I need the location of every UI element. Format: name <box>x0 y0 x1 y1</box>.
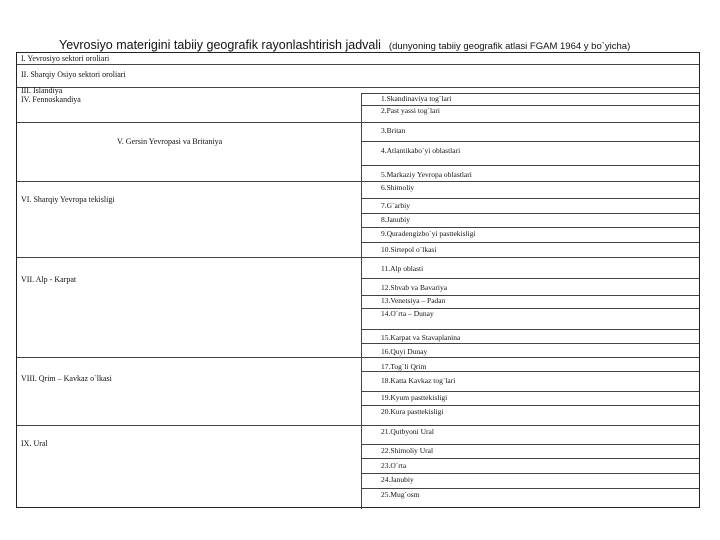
region-divider <box>361 165 699 166</box>
region-7: 7.G`arbiy <box>381 201 410 210</box>
group-divider <box>17 181 361 182</box>
region-18: 18.Katta Kavkaz tog`lari <box>381 376 456 385</box>
region-table <box>16 52 700 508</box>
group-divider <box>17 257 361 258</box>
group-divider <box>17 357 361 358</box>
region-divider <box>361 227 699 228</box>
row-label-2: II. Sharqiy Osiyo sektori oroliari <box>21 70 126 79</box>
region-divider <box>361 122 699 123</box>
region-divider <box>361 425 699 426</box>
column-divider <box>361 93 362 509</box>
group-divider <box>17 122 361 123</box>
region-divider <box>361 181 699 182</box>
region-2: 2.Past yassi tog`lari <box>381 106 440 115</box>
region-divider <box>361 329 699 330</box>
row-divider <box>17 64 699 65</box>
title-note: (dunyoning tabiiy geografik atlasi FGAM 1964 y bo`yicha) <box>388 41 631 52</box>
region-divider <box>361 488 699 489</box>
region-divider <box>361 198 699 199</box>
region-8: 8.Janubiy <box>381 215 410 224</box>
region-19: 19.Kyum pasttekisligi <box>381 393 448 402</box>
region-17: 17.Tog`li Qrim <box>381 362 427 371</box>
region-25: 25.Mug`osm <box>381 490 420 499</box>
region-10: 10.Sirtepol o`lkasi <box>381 245 437 254</box>
region-12: 12.Shvab va Bavariya <box>381 283 448 292</box>
region-6: 6.Shimoliy <box>381 183 415 192</box>
page-title <box>59 38 630 52</box>
region-1: 1.Skandinaviya tog`lari <box>381 94 452 103</box>
region-16: 16.Quyi Dunay <box>381 347 428 356</box>
region-divider <box>361 343 699 344</box>
row-label-4: IV. Fennoskandiya <box>21 95 81 104</box>
group-divider <box>17 425 361 426</box>
region-15: 15.Karpat va Stavaplanina <box>381 333 461 342</box>
row-divider <box>17 87 699 88</box>
region-22: 22.Shimoliy Ural <box>381 446 434 455</box>
group-label-5: V. Gersin Yevropasi va Britaniya <box>117 137 223 146</box>
region-24: 24.Janubiy <box>381 475 414 484</box>
group-label-6: VI. Sharqiy Yevropa tekisligi <box>21 195 115 204</box>
region-21: 21.Qutbyoni Ural <box>381 427 434 436</box>
region-divider <box>361 444 699 445</box>
group-label-7: VII. Alp - Karpat <box>21 275 77 284</box>
region-3: 3.Britan <box>381 126 406 135</box>
region-divider <box>361 213 699 214</box>
region-divider <box>361 242 699 243</box>
title-main: Yevrosiyo materigini tabiiy geografik rayonlashtirish jadvali <box>59 38 381 52</box>
region-23: 23.O`rta <box>381 461 407 470</box>
region-13: 13.Venetsiya – Padan <box>381 296 446 305</box>
region-9: 9.Quradengizbo`yi pasttekisligi <box>381 229 476 238</box>
region-divider <box>361 473 699 474</box>
group-label-8: VIII. Qrim – Kavkaz o`lkasi <box>21 374 112 383</box>
region-divider <box>361 278 699 279</box>
region-divider <box>361 141 699 142</box>
region-20: 20.Kura pasttekisligi <box>381 407 444 416</box>
region-5: 5.Markaziy Yevropa oblastlari <box>381 170 472 179</box>
region-14: 14.O`rta – Dunay <box>381 309 434 318</box>
region-divider <box>361 357 699 358</box>
region-divider <box>361 257 699 258</box>
row-label-1: I. Yevrosiyo sektori oroliari <box>21 54 110 63</box>
region-divider <box>361 391 699 392</box>
region-divider <box>361 458 699 459</box>
region-divider <box>361 405 699 406</box>
group-label-9: IX. Ural <box>21 439 48 448</box>
region-4: 4.Atlantikabo`yi oblastlari <box>381 146 461 155</box>
row-label-3: III. Islandiya <box>21 86 63 95</box>
region-11: 11.Alp oblasti <box>381 264 424 273</box>
